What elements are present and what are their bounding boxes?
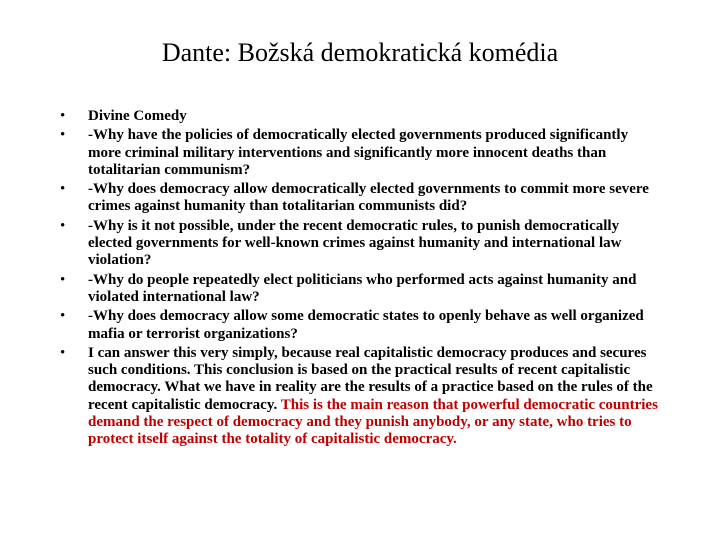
bullet-text: -Why does democracy allow democratically elected governments to commit more severe crimes against humanity than totalitarian communists did? (88, 181, 649, 215)
bullet-text: -Why does democracy allow some democratic states to openly behave as well organized mafia or terrorist organizations? (88, 308, 644, 342)
bullet-text: -Why is it not possible, under the recent democratic rules, to punish democratically elected governments for well-known crimes against humanity and international law violation? (88, 217, 622, 269)
slide-title: Dante: Božská demokratická komédia (161, 38, 559, 67)
bullet-item (60, 127, 660, 179)
bullet-icon: • (60, 308, 66, 325)
bullet-text: -Why have the policies of democratically elected governments produced significantly more criminal military interventions and significantly more innocent deaths than totalitarian communism? (88, 127, 629, 178)
bullet-item (60, 108, 660, 125)
bullet-icon: • (60, 108, 66, 124)
bullet-icon: • (60, 271, 66, 288)
bullet-item (60, 181, 660, 216)
bullet-item (60, 272, 660, 307)
bullet-item (60, 218, 660, 270)
bullet-list (60, 108, 660, 451)
bullet-text: I can answer this very simply, because real capitalistic democracy produces and secures such conditions. This conclusion is based on the practical results of recent capitalistic democracy. What we have in reality are the results of a practice based on the rules of the recent capitalistic democracy. (88, 344, 653, 413)
bullet-item (60, 345, 660, 449)
bullet-icon: • (60, 181, 66, 198)
bullet-icon: • (60, 344, 66, 361)
bullet-icon: • (60, 127, 66, 144)
bullet-item (60, 308, 660, 343)
highlighted-conclusion: This is the main reason that powerful democratic countries demand the respect of democracy and they punish anybody, or any state, who tries to protect itself against the totality of capitalistic democracy. (88, 396, 658, 448)
bullet-icon: • (60, 217, 66, 234)
bullet-text: -Why do people repeatedly elect politicians who performed acts against humanity and violated international law? (88, 271, 637, 305)
bullet-text: Divine Comedy (88, 108, 187, 124)
